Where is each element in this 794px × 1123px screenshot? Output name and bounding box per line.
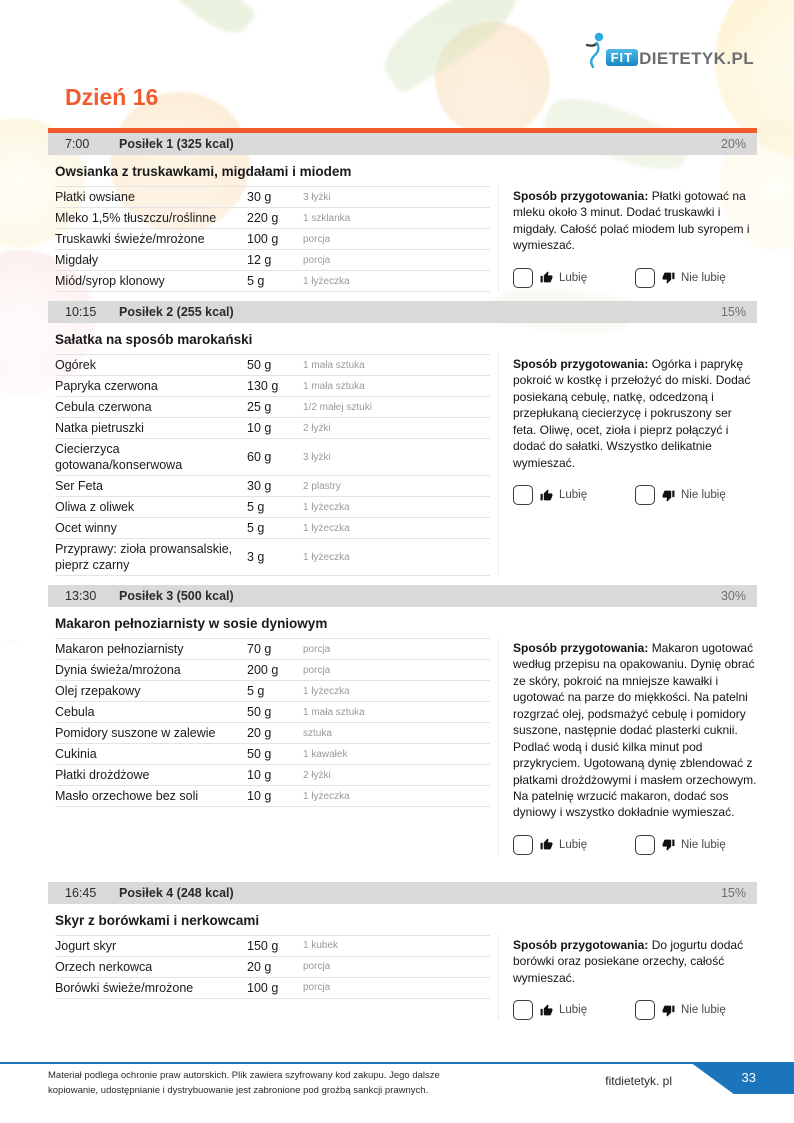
ingredient-row [55, 957, 490, 978]
ingredient-amount: 20 g [247, 959, 272, 974]
ingredient-name: Natka pietruszki [55, 421, 144, 435]
ingredient-name: Ser Feta [55, 479, 103, 493]
ingredient-name: Cebula czerwona [55, 400, 152, 414]
prep-text [513, 935, 757, 986]
dish-title: Skyr z borówkami i nerkowcami [55, 912, 260, 928]
ingredient-measure: 3 łyżki [303, 191, 331, 203]
ingredient-measure: sztuka [303, 727, 332, 739]
ingredients-column [55, 935, 490, 1020]
ingredient-name: Dynia świeża/mrożona [55, 663, 181, 677]
ingredient-amount: 10 g [247, 421, 272, 435]
like-checkbox[interactable] [513, 1000, 533, 1020]
meal-time: 7:00 [65, 137, 90, 151]
meal-title: Posiłek 2 (255 kcal) [119, 305, 234, 319]
meal-title: Posiłek 4 (248 kcal) [119, 885, 234, 900]
ingredient-measure: porcja [303, 643, 331, 655]
ingredient-measure: 1 kawałek [303, 748, 348, 760]
ingredient-name: Ocet winny [55, 521, 117, 535]
ingredient-row [55, 681, 490, 702]
ingredient-measure: 1 łyżeczka [303, 685, 350, 697]
ingredients-table [55, 354, 490, 576]
thumb-down-icon [662, 838, 675, 851]
prep-panel [498, 186, 757, 292]
like-group [513, 485, 635, 505]
ingredient-row [55, 187, 490, 208]
ingredient-row [55, 439, 490, 476]
page-footer [0, 1062, 794, 1098]
site-label: fitdietetyk. pl [605, 1074, 672, 1088]
ingredients-column [55, 186, 490, 292]
prep-text [513, 186, 757, 254]
dislike-checkbox[interactable] [635, 268, 655, 288]
meal-body [48, 638, 757, 855]
logo-fit-box: FIT [606, 49, 639, 66]
ingredient-measure: porcja [303, 233, 331, 245]
ingredient-row [55, 418, 490, 439]
logo-person-icon [585, 32, 607, 68]
ingredient-name: Olej rzepakowy [55, 684, 141, 698]
ingredient-name: Ogórek [55, 358, 96, 372]
ingredient-measure: porcja [303, 982, 331, 994]
ingredient-row [55, 476, 490, 497]
copyright-text [48, 1069, 794, 1098]
ingredient-name: Masło orzechowe bez soli [55, 789, 199, 803]
ingredient-measure: porcja [303, 254, 331, 266]
ingredient-amount: 30 g [247, 190, 272, 204]
ingredient-row [55, 355, 490, 376]
ingredient-name: Jogurt skyr [55, 938, 117, 953]
ingredient-measure: 1/2 małej sztuki [303, 401, 372, 413]
meal-header-bar [48, 133, 757, 155]
ingredient-name: Oliwa z oliwek [55, 500, 135, 514]
brand-logo [585, 32, 754, 68]
meal-percent: 20% [720, 137, 746, 151]
page-title: Dzień 16 [65, 84, 159, 110]
like-label: Lubię [559, 838, 588, 851]
ingredient-amount: 130 g [247, 379, 279, 393]
ingredient-row [55, 765, 490, 786]
ingredient-measure: 1 mała sztuka [303, 380, 365, 392]
ingredient-row [55, 497, 490, 518]
ingredient-name: Borówki świeże/mrożone [55, 980, 194, 995]
meal-percent: 30% [720, 589, 746, 603]
like-checkbox[interactable] [513, 485, 533, 505]
prep-text [513, 354, 757, 471]
ingredient-measure: 1 łyżeczka [303, 790, 350, 802]
ingredient-measure: 1 łyżeczka [303, 501, 350, 513]
dislike-checkbox[interactable] [635, 1000, 655, 1020]
meal-body [48, 935, 757, 1020]
ingredient-measure: 1 łyżeczka [303, 522, 350, 534]
thumb-up-icon [540, 489, 553, 502]
ingredient-measure: 1 mała sztuka [303, 706, 365, 718]
dislike-group [635, 1000, 757, 1020]
ingredient-measure: 2 plastry [303, 480, 341, 492]
ingredient-name: Truskawki świeże/mrożone [55, 232, 205, 246]
ingredient-name: Przyprawy: zioła prowansalskie, pieprz czarny [55, 542, 233, 572]
meal-title: Posiłek 1 (325 kcal) [119, 137, 234, 151]
ingredient-amount: 50 g [247, 705, 272, 719]
ingredient-amount: 150 g [247, 938, 279, 953]
dislike-label: Nie lubię [681, 1004, 726, 1017]
ingredients-column [55, 354, 490, 576]
like-label: Lubię [559, 271, 588, 284]
prep-body: Do jogurtu dodać borówki oraz posiekane orzechy, całość wymieszać. [513, 937, 744, 985]
prep-body: Ogórka i paprykę pokroić w kostkę i przełożyć do miski. Dodać posiekaną cebulę, natkę, odcedzoną i przepłukaną ciecierzycę i pokruszony ser feta. Oliwę, ocet, zioła i pieprz połączyć i dodać do sałatki. Wszystko delikatnie wymieszać. [513, 357, 751, 470]
like-checkbox[interactable] [513, 268, 533, 288]
ingredient-amount: 220 g [247, 211, 279, 225]
dislike-group [635, 835, 757, 855]
dislike-group [635, 268, 757, 288]
ingredient-amount: 12 g [247, 253, 272, 267]
page-header [0, 0, 794, 128]
ingredient-measure: porcja [303, 961, 331, 973]
ingredients-table [55, 935, 490, 999]
ingredient-name: Cebula [55, 705, 95, 719]
meal-body [48, 354, 757, 576]
ingredient-row [55, 786, 490, 807]
dislike-checkbox[interactable] [635, 835, 655, 855]
ingredient-measure: 1 łyżeczka [303, 275, 350, 287]
thumb-down-icon [662, 489, 675, 502]
ingredient-amount: 3 g [247, 550, 265, 564]
meal-percent: 15% [720, 885, 746, 900]
like-dislike-row [513, 485, 757, 505]
ingredient-amount: 70 g [247, 642, 272, 656]
dish-title: Sałatka na sposób marokański [55, 332, 253, 347]
prep-panel [498, 935, 757, 1020]
prep-panel [498, 638, 757, 855]
like-dislike-row [513, 1000, 757, 1020]
ingredient-name: Ciecierzyca gotowana/konserwowa [55, 442, 183, 472]
ingredient-amount: 30 g [247, 479, 272, 493]
ingredient-name: Pomidory suszone w zalewie [55, 726, 216, 740]
copyright-line: kopiowanie, udostępnianie i dystrybuowanie jest zabronione pod groźbą sankcji prawnych. [48, 1084, 429, 1096]
ingredient-row [55, 397, 490, 418]
ingredient-name: Papryka czerwona [55, 379, 158, 393]
thumb-down-icon [662, 1004, 675, 1017]
prep-label: Sposób przygotowania: [513, 937, 649, 952]
ingredient-row [55, 250, 490, 271]
ingredient-amount: 5 g [247, 684, 265, 698]
ingredient-name: Płatki owsiane [55, 190, 135, 204]
meals-section [48, 128, 757, 1020]
ingredient-row [55, 702, 490, 723]
prep-text [513, 638, 757, 821]
ingredient-row [55, 978, 490, 999]
ingredient-amount: 50 g [247, 747, 272, 761]
prep-label: Sposób przygotowania: [513, 357, 649, 371]
meal-section [48, 133, 757, 292]
dislike-label: Nie lubię [681, 838, 726, 851]
ingredient-row [55, 229, 490, 250]
thumb-up-icon [540, 838, 553, 851]
ingredient-name: Migdały [55, 253, 99, 267]
like-label: Lubię [559, 1004, 588, 1017]
ingredient-amount: 5 g [247, 500, 265, 514]
thumb-down-icon [662, 271, 675, 284]
dislike-label: Nie lubię [681, 489, 726, 502]
meal-header-bar [48, 882, 757, 904]
ingredient-name: Mleko 1,5% tłuszczu/roślinne [55, 211, 217, 225]
ingredient-amount: 60 g [247, 450, 272, 464]
ingredient-row [55, 539, 490, 576]
like-dislike-row [513, 268, 757, 288]
ingredient-row [55, 936, 490, 957]
like-group [513, 1000, 635, 1020]
meal-section [48, 585, 757, 855]
logo-dietetyk-text: DIETETYK.PL [639, 49, 754, 68]
meal-header-bar [48, 585, 757, 607]
ingredient-measure: 2 łyżki [303, 422, 331, 434]
page-number: 33 [741, 1070, 756, 1085]
ingredient-name: Makaron pełnoziarnisty [55, 642, 184, 656]
ingredient-row [55, 376, 490, 397]
ingredient-measure: 2 łyżki [303, 769, 331, 781]
ingredient-row [55, 744, 490, 765]
ingredient-name: Miód/syrop klonowy [55, 274, 165, 288]
ingredient-row [55, 660, 490, 681]
ingredient-name: Płatki drożdżowe [55, 768, 150, 782]
ingredient-measure: 1 szklanka [303, 212, 351, 224]
ingredient-amount: 5 g [247, 274, 265, 288]
meal-percent: 15% [720, 305, 746, 319]
prep-label: Sposób przygotowania: [513, 641, 649, 655]
thumb-up-icon [540, 1004, 553, 1017]
ingredient-amount: 100 g [247, 232, 279, 246]
like-checkbox[interactable] [513, 835, 533, 855]
meal-header-bar [48, 301, 757, 323]
prep-body: Płatki gotować na mleku około 3 minut. Dodać truskawki i migdały. Całość polać miodem lub syropem i wymieszać. [513, 189, 750, 253]
ingredient-name: Cukinia [55, 747, 97, 761]
ingredient-amount: 5 g [247, 521, 265, 535]
meal-time: 13:30 [65, 589, 97, 603]
ingredient-row [55, 518, 490, 539]
ingredient-measure: 1 kubek [303, 940, 339, 952]
ingredient-row [55, 639, 490, 660]
meal-section [48, 882, 757, 1020]
ingredient-amount: 10 g [247, 789, 272, 803]
meal-time: 10:15 [65, 305, 97, 319]
ingredient-row [55, 208, 490, 229]
dish-title: Owsianka z truskawkami, migdałami i miodem [55, 164, 352, 179]
like-dislike-row [513, 835, 757, 855]
like-label: Lubię [559, 489, 588, 502]
meal-title: Posiłek 3 (500 kcal) [119, 589, 234, 603]
ingredient-amount: 20 g [247, 726, 272, 740]
like-group [513, 268, 635, 288]
dislike-checkbox[interactable] [635, 485, 655, 505]
copyright-line: Materiał podlega ochronie praw autorskich. Plik zawiera szyfrowany kod zakupu. Jego dalsze [48, 1070, 440, 1081]
dislike-label: Nie lubię [681, 271, 726, 284]
ingredients-table [55, 186, 490, 292]
ingredient-measure: 1 łyżeczka [303, 551, 350, 563]
ingredient-name: Orzech nerkowca [55, 959, 153, 974]
meal-section [48, 301, 757, 576]
like-group [513, 835, 635, 855]
ingredient-measure: porcja [303, 664, 331, 676]
dish-title: Makaron pełnoziarnisty w sosie dyniowym [55, 616, 328, 631]
ingredient-amount: 25 g [247, 400, 272, 414]
ingredient-amount: 50 g [247, 358, 272, 372]
meal-time: 16:45 [65, 885, 97, 900]
dislike-group [635, 485, 757, 505]
ingredient-row [55, 723, 490, 744]
ingredient-amount: 10 g [247, 768, 272, 782]
prep-label: Sposób przygotowania: [513, 189, 649, 203]
ingredient-row [55, 271, 490, 292]
ingredient-amount: 200 g [247, 663, 279, 677]
thumb-up-icon [540, 271, 553, 284]
ingredient-amount: 100 g [247, 980, 279, 995]
ingredient-measure: 1 mała sztuka [303, 359, 365, 371]
ingredients-column [55, 638, 490, 855]
prep-body: Makaron ugotować według przepisu na opakowaniu. Dynię obrać ze skóry, pokroić na mniejsze kawałki i ugotować na parze do miękkości. Na patelni rozgrzać olej, podsmażyć cebulę i pomidory suszone, następnie dodać plasterki cuknii. Podlać wodą i dusić kilka minut pod przykryciem. Ugotowaną dynię zblendować z płatkami drożdżowymi i masłem orzechowym. Na patelnię wrzucić makaron, dodać sos dyniowy i wszystko dokładnie wymieszać. [513, 641, 757, 820]
meals-container [48, 133, 757, 1020]
prep-panel [498, 354, 757, 576]
ingredients-table [55, 638, 490, 807]
meal-body [48, 186, 757, 292]
ingredient-measure: 3 łyżki [303, 451, 331, 463]
